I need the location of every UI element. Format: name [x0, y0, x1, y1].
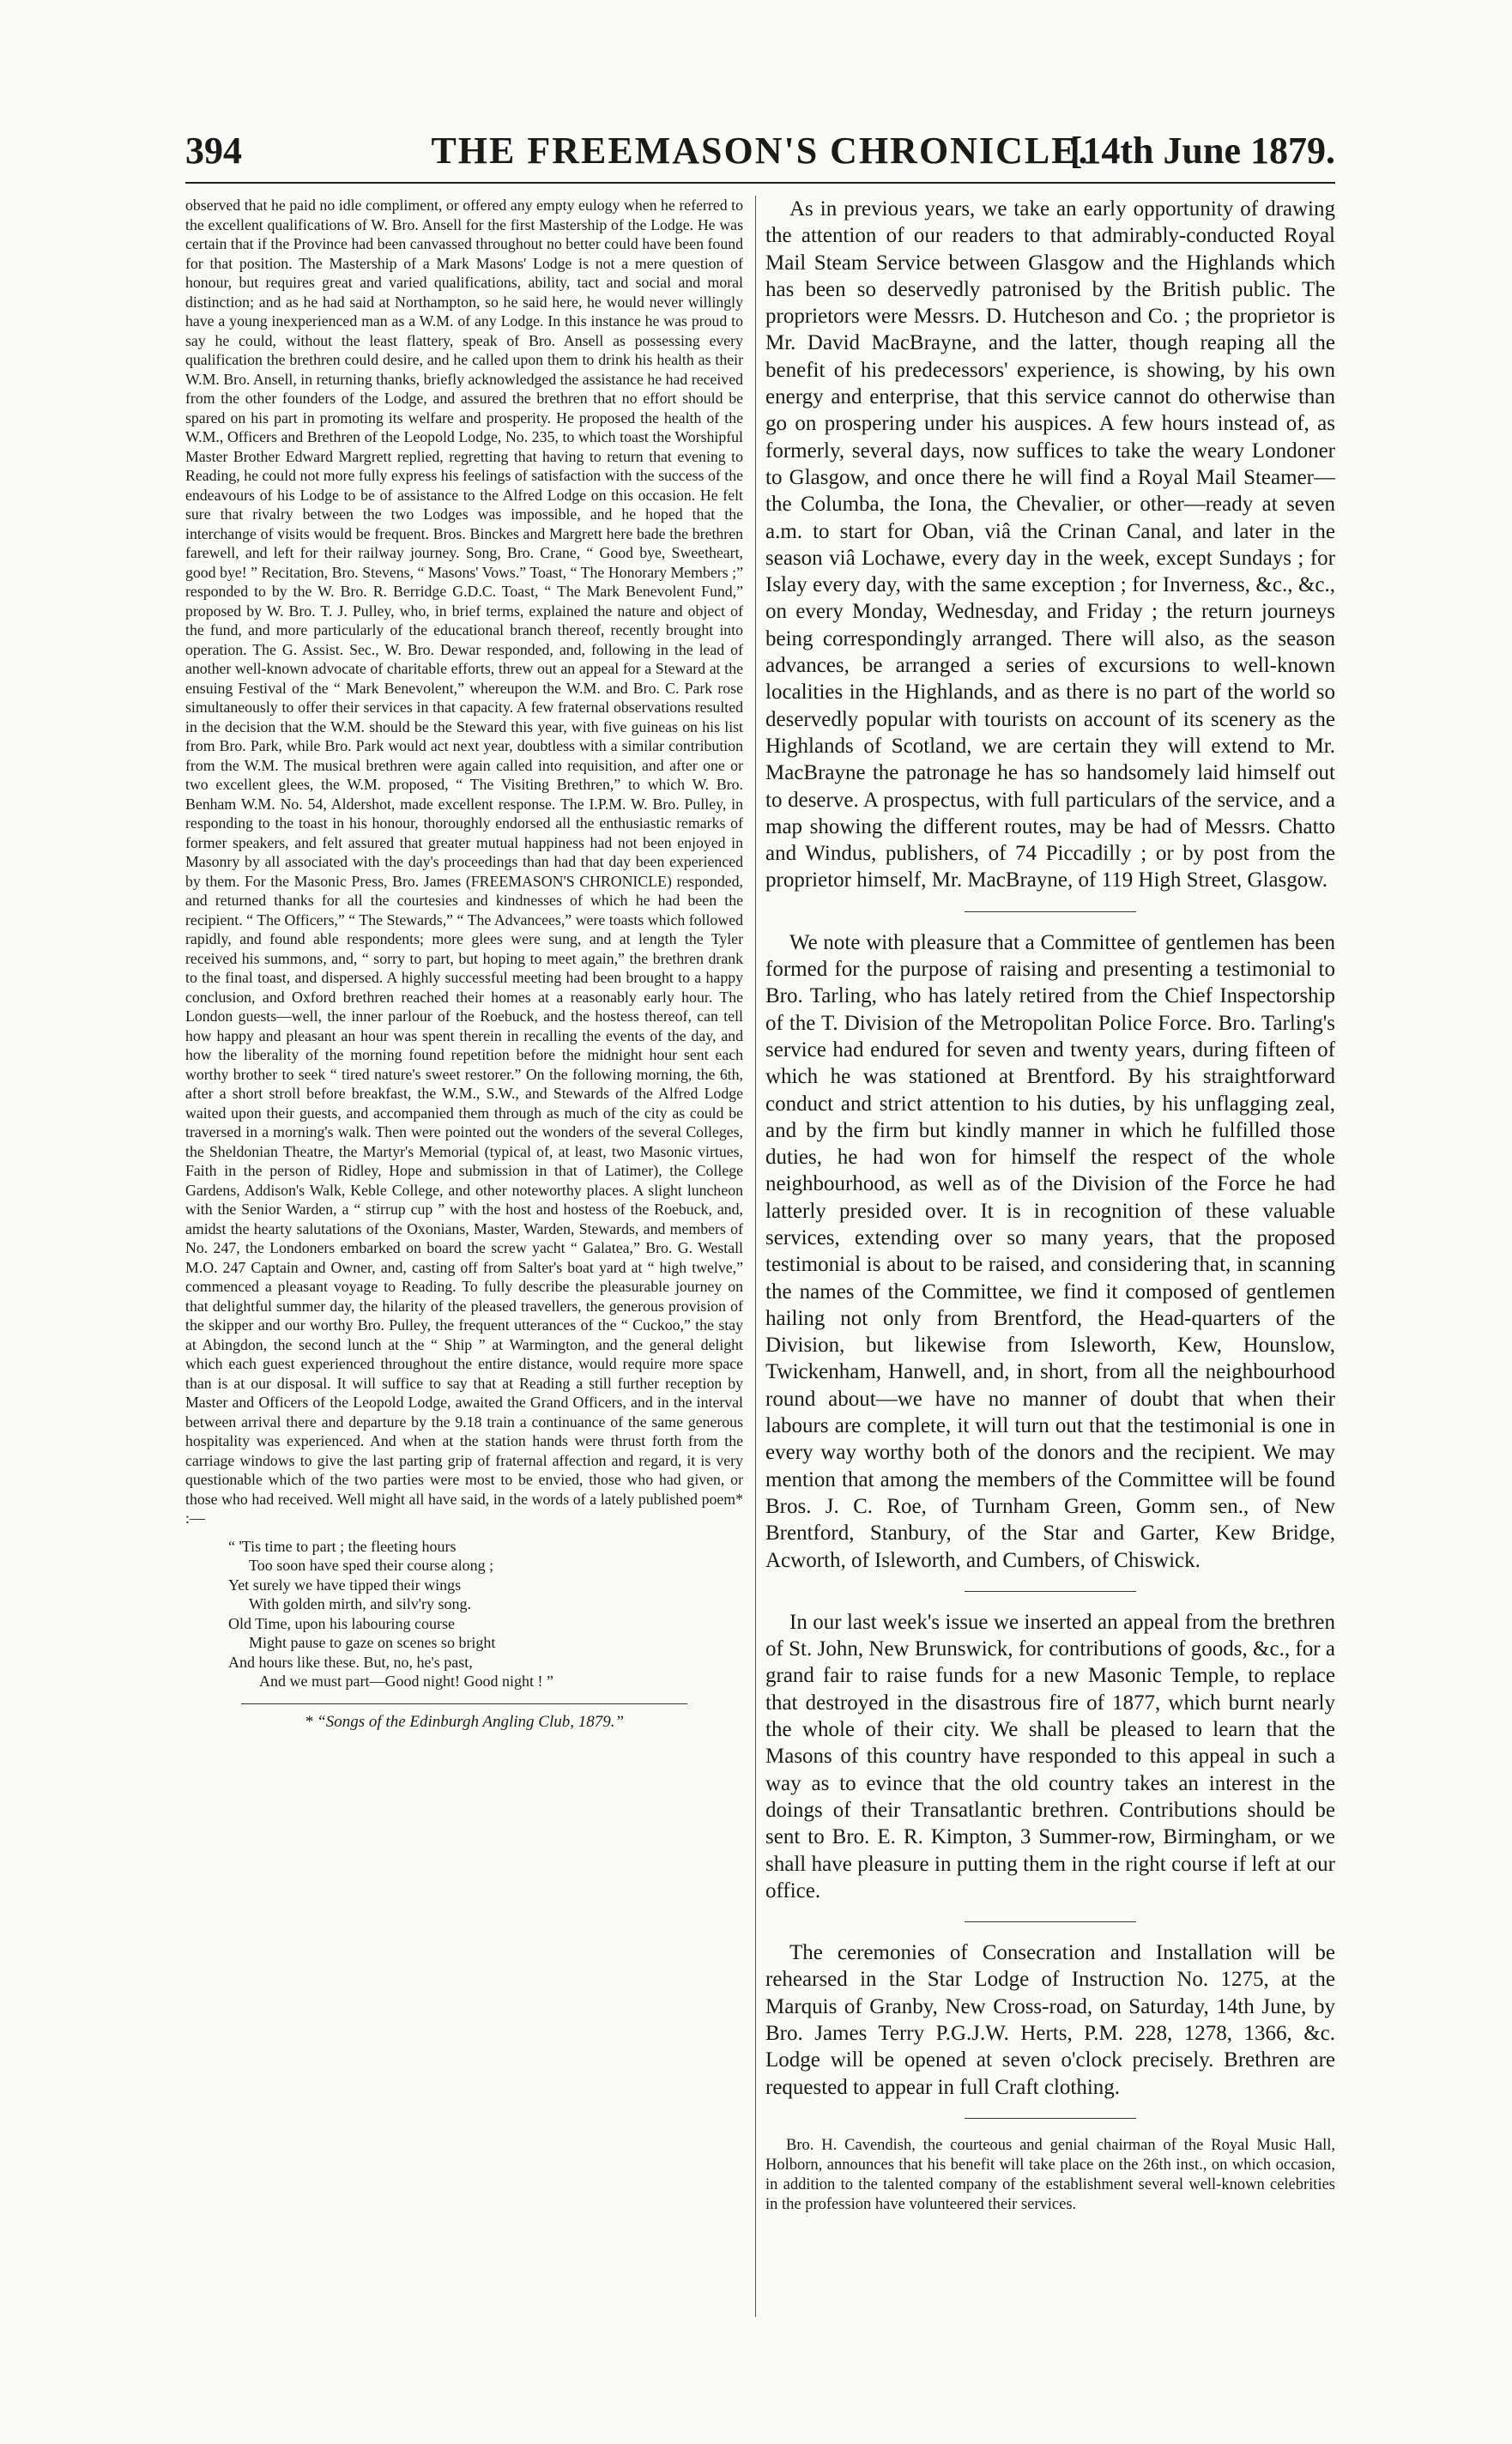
section-separator	[965, 2118, 1136, 2119]
poem-line: Too soon have sped their course along ;	[249, 1557, 494, 1574]
poem-line: “ 'Tis time to part ; the fleeting hours	[228, 1537, 457, 1555]
poem-line: Might pause to gaze on scenes so bright	[249, 1634, 496, 1651]
poem	[228, 1537, 743, 1691]
masthead: THE FREEMASON'S CHRONICLE.	[431, 130, 1090, 172]
article-star-lodge-rehearsal: The ceremonies of Consecration and Installation will be rehearsed in the Star Lodge of Instruction No. 1275, at the Marquis of Granby, New Cross-road, on Saturday, 14th June, by Bro. James Terry P.G.J.W. Herts, P.M. 228, 1278, 1366, &c. Lodge will be opened at seven o'clock precisely. Brethren are requested to appear in full Craft clothing.	[765, 1941, 1335, 2099]
article-macbrayne-steamers: As in previous years, we take an early opportunity of drawing the attention of our readers to that admirably-conducted Royal Mail Steam Service between Glasgow and the Highlands which has been so deservedly patronised by the British public. The proprietors were Messrs. D. Hutcheson and Co. ; the proprietor is Mr. David MacBrayne, and the latter, though reaping all the benefit of his predecessors' experience, is showing, by his own energy and enterprise, that this service cannot do otherwise than go on prospering under his auspices. A few hours instead of, as formerly, several days, now suffices to take the weary Londoner to Glasgow, and once there he will find a Royal Mail Steamer—the Columba, the Iona, the Chevalier, or other—ready at seven a.m. to start for Oban, viâ the Crinan Canal, and later in the season viâ Lochawe, every day in the week, except Sundays ; for Islay every day, with the same exception ; for Inverness, &c., &c., on every Monday, Wednesday, and Friday ; the return journeys being correspondingly arranged. There will also, as the season advances, be arranged a series of excursions to well-known localities in the Highlands, and as there is no part of the world so deservedly popular with tourists on account of its scenery as the Highlands of Scotland, we are certain they will extend to Mr. MacBrayne the patronage he has so handsomely laid himself out to deserve. A prospectus, with full particulars of the service, and a map showing the different routes, may be had of Messrs. Chatto and Windus, publishers, of 74 Piccadilly ; or by post from the proprietor himself, Mr. MacBrayne, of 119 High Street, Glasgow.	[765, 197, 1335, 892]
article-cavendish-benefit: Bro. H. Cavendish, the courteous and genial chairman of the Royal Music Hall, Holborn, announces that his benefit will take place on the 26th inst., on which occasion, in addition to the talented company of the establishment several well-known celebrities in the profession have volunteered their services.	[765, 2136, 1335, 2213]
poem-line: Old Time, upon his labouring course	[228, 1614, 455, 1632]
column-divider	[755, 196, 756, 2317]
section-separator	[965, 1591, 1136, 1592]
left-column	[185, 196, 743, 1732]
poem-line: With golden mirth, and silv'ry song.	[249, 1595, 471, 1612]
footnote-rule	[241, 1703, 687, 1704]
section-separator	[965, 1921, 1136, 1922]
poem-line: And we must part—Good night! Good night ! ”	[259, 1673, 553, 1690]
article-new-brunswick-appeal: In our last week's issue we inserted an appeal from the brethren of St. John, New Brunswick, for contributions of goods, &c., for a grand fair to raise funds for a new Masonic Temple, to replace that destroyed in the disastrous fire of 1877, which burnt nearly the whole of their city. We shall be pleased to learn that the Masons of this country have responded to this appeal in such a way as to evince that the old country takes an interest in the doings of their Transatlantic brethren. Contributions should be sent to Bro. E. R. Kimpton, 3 Summer-row, Birmingham, or we shall have pleasure in putting them in the right course if left at our office.	[765, 1610, 1335, 1903]
page-number: 394	[185, 130, 242, 172]
header-rule	[185, 182, 1335, 184]
poem-line: Yet surely we have tipped their wings	[228, 1576, 462, 1594]
poem-line: And hours like these. But, no, he's past,	[228, 1653, 473, 1671]
right-column	[765, 196, 1335, 2215]
footnote: * “Songs of the Edinburgh Angling Club, 1879.”	[304, 1712, 625, 1731]
issue-date: [14th June 1879.	[1069, 130, 1335, 172]
section-separator	[965, 911, 1136, 912]
page-header	[185, 129, 1335, 180]
lodge-report-text: observed that he paid no idle compliment, or offered any empty eulogy when he referred to the excellent qualifications of W. Bro. Ansell for the first Mastership of the Lodge. He was certain that if the Province had been canvassed throughout no better could have been found for that position. The Mastership of a Mark Masons' Lodge is not a mere question of honour, but requires great and varied qualifications, ability, tact and social and moral distinction; and as he had said at Northampton, so he said here, he would never willingly have a young inexperienced man as a W.M. of any Lodge. In this instance he was proud to say he could, without the least flattery, speak of Bro. Ansell as possessing every qualification the brethren could desire, and he called upon them to drink his health as their W.M. Bro. Ansell, in returning thanks, briefly acknowledged the assistance he had received from the other founders of the Lodge, and assured the brethren that no effort should be spared on his part in promoting its welfare and prosperity. He proposed the health of the W.M., Officers and Brethren of the Leopold Lodge, No. 235, to which toast the Worshipful Master Brother Edward Margrett replied, regretting that having to return that evening to Reading, he could not more fully express his feelings of satisfaction with the success of the endeavours of his Lodge to be of assistance to the Alfred Lodge on this occasion. He felt sure that rivalry between the two Lodges was impossible, and he hoped that the interchange of visits would be frequent. Bros. Binckes and Margrett here bade the brethren farewell, and left for their railway journey. Song, Bro. Crane, “ Good bye, Sweetheart, good bye! ” Recitation, Bro. Stevens, “ Masons' Vows.” Toast, “ The Honorary Members ;” responded to by the W. Bro. R. Berridge G.D.C. Toast, “ The Mark Benevolent Fund,” proposed by W. Bro. T. J. Pulley, who, in brief terms, explained the nature and object of the fund, and more particularly of the educational branch thereof, recently brought into operation. The G. Assist. Sec., W. Bro. Dewar responded, and, following in the lead of another well-known advocate of charitable efforts, threw out an appeal for a Steward at the ensuing Festival of the “ Mark Benevolent,” whereupon the W.M. and Bro. C. Park rose simultaneously to offer their services in that capacity. A few fraternal observations resulted in the decision that the W.M. should be the Steward this year, with five guineas on his list from Bro. Park, while Bro. Park would act next year, doubtless with a similar contribution from the W.M. The musical brethren were again called into requisition, and after one or two excellent glees, the W.M. proposed, “ The Visiting Brethren,” to which W. Bro. Benham W.M. No. 54, Aldershot, made excellent response. The I.P.M. W. Bro. Pulley, in responding to the toast in his honour, thoroughly endorsed all the enthusiastic remarks of former speakers, and felt assured that greater mutual happiness had not been enjoyed in Masonry by all associated with the day's proceedings than had that day been experienced by them. For the Masonic Press, Bro. James (FREEMASON'S CHRONICLE) responded, and returned thanks for all the courtesies and kindnesses of which he had been the recipient. “ The Officers,” “ The Stewards,” “ The Advancees,” were toasts which followed rapidly, and found able respondents; more glees were sung, and at length the Tyler received his summons, and, “ sorry to part, but hoping to meet again,” the brethren drank to the final toast, and dispersed. A highly successful meeting had been brought to a happy conclusion, and Oxford brethren reached their homes at a reasonably early hour. The London guests—well, the inner parlour of the Roebuck, and the hostess thereof, can tell how happy and pleasant an hour was spent therein in recalling the events of the day, and how the liberality of the morning found repetition before the midnight hour sent each worthy brother to seek “ tired nature's sweet restorer.” On the following morning, the 6th, after a short stroll before breakfast, the W.M., S.W., and Stewards of the Alfred Lodge waited upon their guests, and accompanied them through as much of the city as could be traversed in a morning's walk. Then were pointed out the wonders of the several Colleges, the Sheldonian Theatre, the Martyr's Memorial (typical of, at least, two Masonic virtues, Faith in the person of Ridley, Hope and submission in that of Latimer), the College Gardens, Addison's Walk, Keble College, and other noteworthy places. A slight luncheon with the Senior Warden, a “ stirrup cup ” with the host and hostess of the Roebuck, and, amidst the hearty salutations of the Oxonians, Master, Warden, Stewards, and members of No. 247, the Londoners embarked on board the screw yacht “ Galatea,” Bro. G. Westall M.O. 247 Captain and Owner, and, casting off from Salter's boat yard at “ high twelve,” commenced a pleasant voyage to Reading. To fully describe the pleasurable journey on that delightful summer day, the hilarity of the pleased travellers, the generous provision of the skipper and our worthy Bro. Pulley, the frequent utterances of the “ Cuckoo,” the stay at Abingdon, the second lunch at the “ Ship ” at Warmington, and the general delight which each guest experienced throughout the entire distance, would require more space than is at our disposal. It will suffice to say that at Reading a still further reception by Master and Officers of the Leopold Lodge, awaited the Grand Officers, and in the interval between arrival there and departure by the 9.18 train a continuance of the same generous hospitality was experienced. And when at the station hands were thrust forth from the carriage windows to give the last parting grip of fraternal affection and regard, it is very questionable which of the two parties were most to be envied, those who had given, or those who had received. Well might all have said, in the words of a lately published poem* :—	[185, 197, 743, 1527]
article-tarling-testimonial: We note with pleasure that a Committee of gentlemen has been formed for the purpose of raising and presenting a testimonial to Bro. Tarling, who has lately retired from the Chief Inspectorship of the T. Division of the Metropolitan Police Force. Bro. Tarling's service had endured for seven and twenty years, during fifteen of which he was stationed at Brentford. By his straightforward conduct and strict attention to his duties, by his unflagging zeal, and by the firm but kindly manner in which he fulfilled those duties, he had won for himself the respect of the whole neighbourhood, as well as of the Division of the Force he had latterly presided over. It is in recognition of these valuable services, extending over so many years, that the proposed testimonial is about to be raised, and considering that, in scanning the names of the Committee, we find it composed of gentlemen hailing not only from Brentford, the Head-quarters of the Division, but likewise from Isleworth, Kew, Hounslow, Twickenham, Hanwell, and, in short, from all the neighbourhood round about—we have no manner of doubt that when their labours are complete, it will turn out that the testimonial is one in every way worthy both of the donors and the recipient. We may mention that among the members of the Committee will be found Bros. J. C. Roe, of Turnham Green, Gomm sen., of New Brentford, Stanbury, of the Star and Garter, Kew Bridge, Acworth, of Isleworth, and Cumbers, of Chiswick.	[765, 930, 1335, 1572]
